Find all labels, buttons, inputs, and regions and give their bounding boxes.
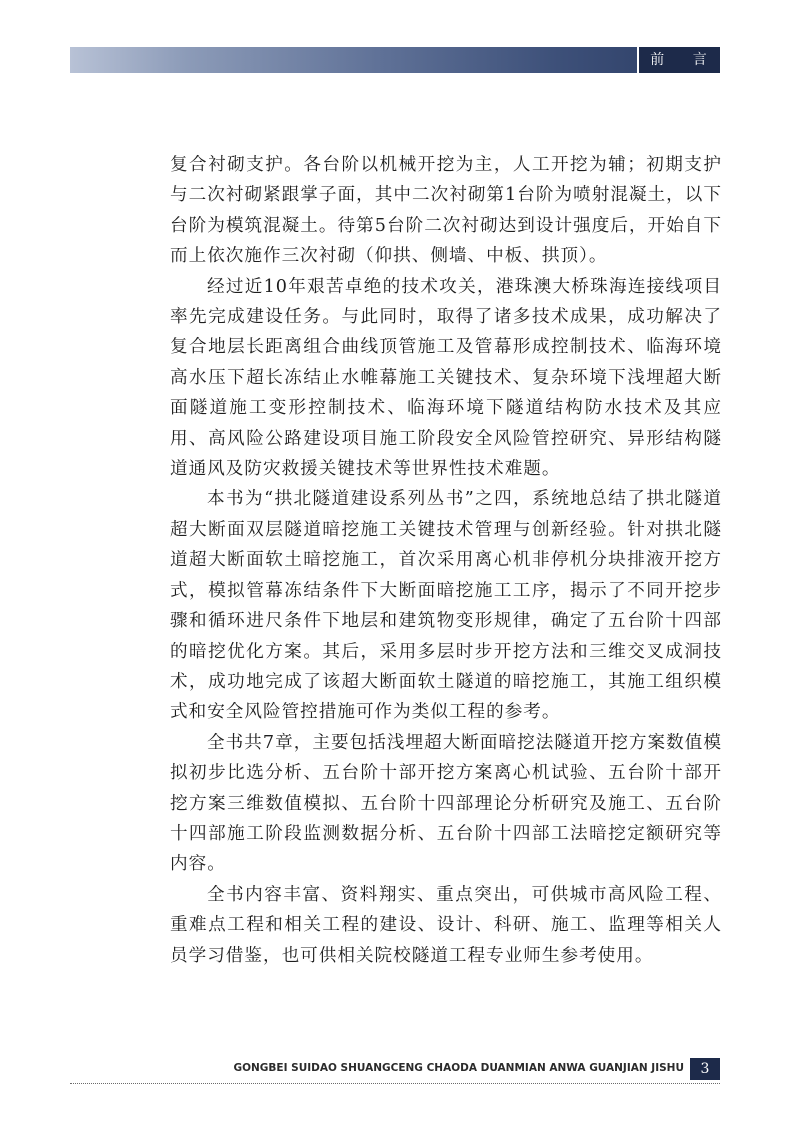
- footer-divider: [70, 1083, 720, 1084]
- paragraph: 经过近10年艰苦卓绝的技术攻关，港珠澳大桥珠海连接线项目率先完成建设任务。与此同时，取得了诸多技术成果，成功解决了复合地层长距离组合曲线顶管施工及管幕形成控制技术、临海环境高水压下超长冻结止水帷幕施工关键技术、复杂环境下浅埋超大断面隧道施工变形控制技术、临海环境下隧道结构防水技术及其应用、高风险公路建设项目施工阶段安全风险管控研究、异形结构隧道通风及防灾救援关键技术等世界性技术难题。: [170, 276, 722, 480]
- paragraph-continued: 复合衬砌支护。各台阶以机械开挖为主，人工开挖为辅；初期支护与二次衬砌紧跟掌子面，其中二次衬砌第1台阶为喷射混凝土，以下台阶为模筑混凝土。待第5台阶二次衬砌达到设计强度后，开始自下而上依次施作三次衬砌（仰拱、侧墙、中板、拱顶）。: [170, 155, 722, 267]
- body-text: [170, 150, 722, 971]
- section-title: 前 言: [637, 47, 720, 73]
- paragraph: 全书共7章，主要包括浅埋超大断面暗挖法隧道开挖方案数值模拟初步比选分析、五台阶十部开挖方案离心机试验、五台阶十部开挖方案三维数值模拟、五台阶十四部理论分析研究及施工、五台阶十四部施工阶段监测数据分析、五台阶十四部工法暗挖定额研究等内容。: [170, 732, 722, 875]
- paragraph: 全书内容丰富、资料翔实、重点突出，可供城市高风险工程、重难点工程和相关工程的建设、设计、科研、施工、监理等相关人员学习借鉴，也可供相关院校隧道工程专业师生参考使用。: [170, 884, 722, 966]
- header-band: [70, 47, 720, 73]
- page-number: 3: [690, 1058, 720, 1080]
- footer-book-title: GONGBEI SUIDAO SHUANGCENG CHAODA DUANMIAN ANWA GUANJIAN JISHU: [233, 1062, 684, 1074]
- paragraph: 本书为“拱北隧道建设系列丛书”之四，系统地总结了拱北隧道超大断面双层隧道暗挖施工关键技术管理与创新经验。针对拱北隧道超大断面软土暗挖施工，首次采用离心机非停机分块排液开挖方式，模拟管幕冻结条件下大断面暗挖施工工序，揭示了不同开挖步骤和循环进尺条件下地层和建筑物变形规律，确定了五台阶十四部的暗挖优化方案。其后，采用多层时步开挖方法和三维交叉成洞技术，成功地完成了该超大断面软土隧道的暗挖施工，其施工组织模式和安全风险管控措施可作为类似工程的参考。: [170, 489, 722, 723]
